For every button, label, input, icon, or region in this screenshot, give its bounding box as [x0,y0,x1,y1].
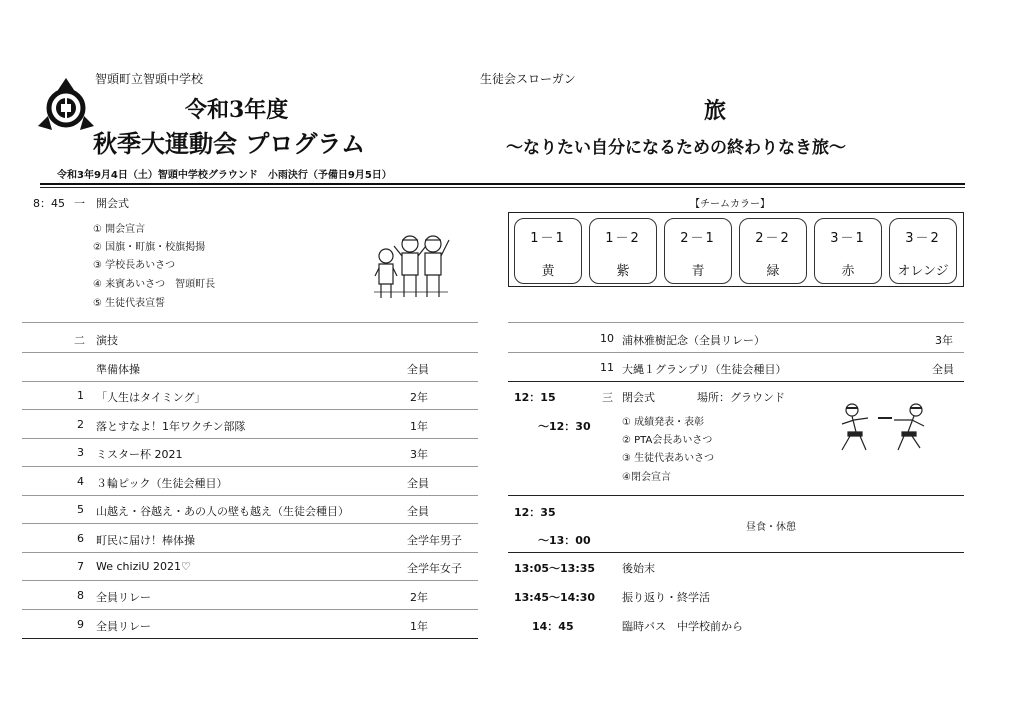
team-class: 3－1 [830,231,866,246]
closing-time-end: ～12：30 [538,420,591,433]
closing-time-start: 12：15 [514,391,556,404]
event-name: 全員リレー [96,620,151,633]
divider [22,409,478,410]
divider [22,523,478,524]
school-emblem [34,76,98,136]
team-color: 紫 [616,264,630,279]
event-who: 全学年男子 [407,534,462,547]
header-rule [40,183,965,185]
divider [22,552,478,553]
divider [22,322,478,323]
warmup-who: 全員 [407,363,429,376]
event-name: 浦林雅樹記念（全員リレー） [622,334,765,347]
slogan-main: 旅 [704,98,727,124]
event-name: 大縄１グランプリ（生徒会種目） [622,363,787,376]
divider [22,580,478,581]
closing-num: 三 [602,391,613,404]
event-no: 6 [77,532,84,545]
after-time: 14：45 [532,620,574,633]
closing-item: ② PTA会長あいさつ [622,435,713,446]
after-time: 13:45～14:30 [514,591,596,604]
runners-relay-illustration [832,400,936,458]
closing-item: ③ 生徒代表あいさつ [622,453,715,464]
team-card [664,218,732,284]
event-no: 3 [77,446,84,459]
event-no: 5 [77,503,84,516]
performance-num: 二 [74,334,85,347]
divider [508,552,964,553]
team-class: 1－2 [605,231,641,246]
opening-item: ④ 来賓あいさつ 智頭町長 [93,279,216,290]
date-line: 令和3年9月4日（土）智頭中学校グラウンド 小雨決行（予備日9月5日） [57,170,392,181]
divider [22,381,478,382]
opening-time: 8：45 [33,197,65,210]
event-no: 11 [600,361,614,374]
divider [508,381,964,382]
after-label: 振り返り・終学活 [622,591,710,604]
divider [22,495,478,496]
team-class: 2－1 [680,231,716,246]
slogan-sub: ～なりたい自分になるための終わりなき旅～ [506,138,846,158]
after-label: 後始末 [622,562,655,575]
closing-item: ④閉会宣言 [622,472,671,483]
event-no: 9 [77,618,84,631]
page-title: 秋季大運動会 プログラム [93,129,366,158]
event-name: 全員リレー [96,591,151,604]
lunch-time-end: ～13：00 [538,534,591,547]
opening-item: ② 国旗・町旗・校旗掲揚 [93,242,206,253]
opening-title: 開会式 [96,197,129,210]
event-name: 「人生はタイミング」 [96,391,206,404]
team-color: オレンジ [897,264,949,279]
slogan-label: 生徒会スローガン [480,72,576,86]
divider [22,438,478,439]
team-color: 黄 [541,264,555,279]
event-name: 町民に届け！棒体操 [96,534,195,547]
event-who: 2年 [410,591,428,604]
divider [508,352,964,353]
divider [22,609,478,610]
event-name: ミスター杯 2021 [96,448,183,461]
after-label: 臨時バス 中学校前から [622,620,743,633]
team-card [514,218,582,284]
opening-item: ⑤ 生徒代表宣誓 [93,298,166,309]
divider [22,352,478,353]
team-color: 青 [691,264,705,279]
lunch-label: 昼食・休憩 [746,522,796,533]
team-color: 緑 [766,264,780,279]
opening-item: ① 開会宣言 [93,224,146,235]
team-color: 赤 [841,264,855,279]
event-who: 1年 [410,420,428,433]
event-name: ３輪ピック（生徒会種目） [96,477,228,490]
divider [22,466,478,467]
opening-num: 一 [74,197,85,210]
closing-place: 場所：グラウンド [697,391,785,404]
event-who: 3年 [935,334,953,347]
event-no: 7 [77,560,84,573]
event-who: 3年 [410,448,428,461]
event-who: 2年 [410,391,428,404]
after-time: 13:05～13:35 [514,562,596,575]
team-colors-title: 【チームカラー】 [690,199,770,210]
event-no: 4 [77,475,84,488]
event-no: 8 [77,589,84,602]
team-card [889,218,957,284]
team-card [739,218,807,284]
opening-item: ③ 学校長あいさつ [93,260,176,271]
closing-item: ① 成績発表・表彰 [622,417,705,428]
divider [508,322,964,323]
event-no: 2 [77,418,84,431]
event-who: 全学年女子 [407,562,462,575]
divider [22,638,478,639]
performance-title: 演技 [96,334,118,347]
event-who: 全員 [407,477,429,490]
students-cheering-illustration [370,230,452,306]
event-name: We chiziU 2021♡ [96,560,191,573]
team-card [589,218,657,284]
team-class: 2－2 [755,231,791,246]
team-card [814,218,882,284]
event-who: 全員 [932,363,954,376]
team-class: 3－2 [905,231,941,246]
event-no: 1 [77,389,84,402]
event-who: 1年 [410,620,428,633]
event-who: 全員 [407,505,429,518]
event-name: 落とすなよ！1年ワクチン部隊 [96,420,246,433]
event-name: 山越え・谷越え・あの人の壁も越え（生徒会種目） [96,505,349,518]
closing-title: 閉会式 [622,391,655,404]
header-rule-thin [40,187,965,188]
lunch-time-start: 12：35 [514,506,556,519]
divider [508,495,964,496]
event-no: 10 [600,332,614,345]
school-name: 智頭町立智頭中学校 [95,72,204,86]
warmup-label: 準備体操 [96,363,140,376]
team-class: 1－1 [530,231,566,246]
title-year: 令和3年度 [185,97,289,123]
